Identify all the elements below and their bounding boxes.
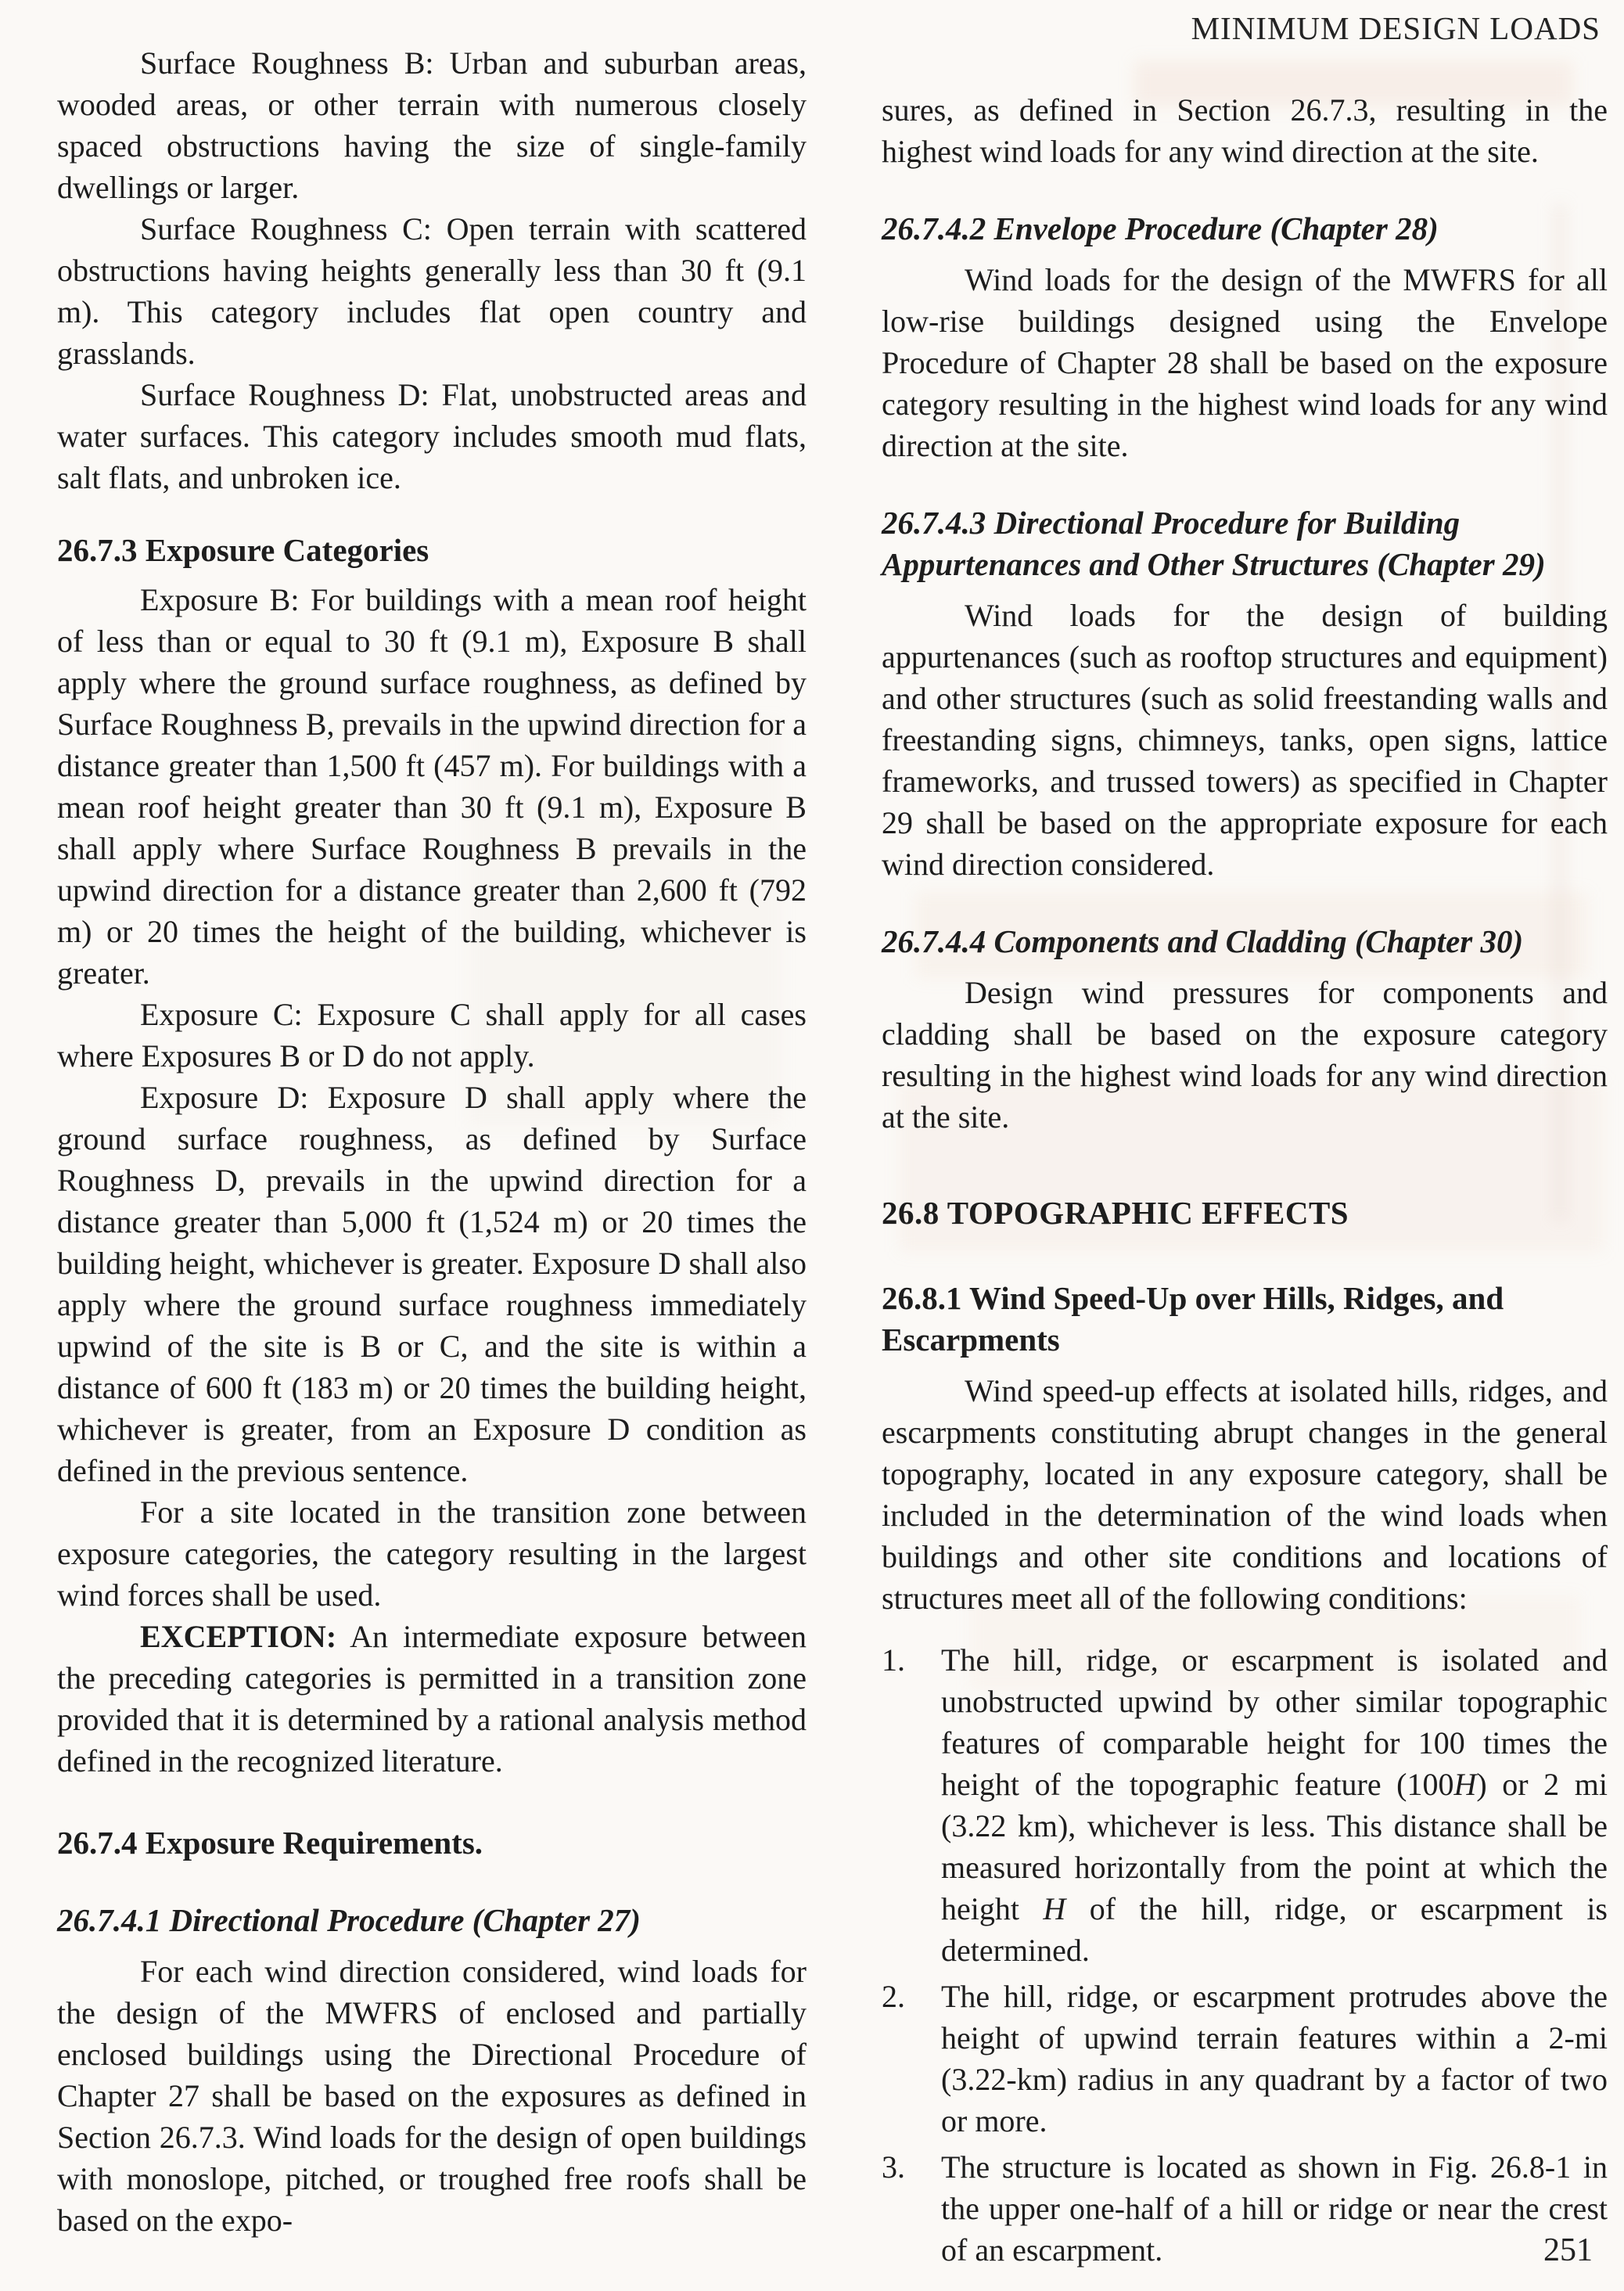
list-text-segment: The hill, ridge, or escarpment protrudes above the height of upwind terrain features within a 2-mi (3.22-km) radius in any quadrant by a factor of two or more. — [941, 1979, 1608, 2138]
paragraph-envelope-procedure: Wind loads for the design of the MWFRS for all low-rise buildings designed using the Envelope Procedure of Chapter 28 shall be based on the exposure category resulting in the highest wind loads for any wind direction at the site. — [882, 262, 1608, 463]
page-number: 251 — [1543, 2232, 1593, 2268]
paragraph-exposure-c: Exposure C: Exposure C shall apply for all cases where Exposures B or D do not apply. — [57, 997, 807, 1074]
paragraph-directional-other-structures: Wind loads for the design of building appurtenances (such as rooftop structures and equipment) and other structures (such as solid freestanding walls and freestanding signs, chimneys, tanks, open signs, lattice frameworks, and trussed towers) as specified in Chapter 29 shall be based on the appropriate exposure for each wind direction considered. — [882, 598, 1608, 882]
left-column — [57, 42, 807, 2241]
paragraph-transition-zone: For a site located in the transition zone between exposure categories, the category resulting in the largest wind forces shall be used. — [57, 1494, 807, 1613]
paragraph-exposure-b: Exposure B: For buildings with a mean roof height of less than or equal to 30 ft (9.1 m), Exposure B shall apply where the ground surface roughness, as defined by Surface Roughness B, prevails in the upwind direction for a distance greater than 1,500 ft (457 m). For buildings with a mean roof height greater than 30 ft (9.1 m), Exposure B shall apply where Surface Roughness B prevails in the upwind direction for a distance greater than 2,600 ft (792 m) or 20 times the height of the building, whichever is greater. — [57, 582, 807, 991]
paragraph-exception — [57, 1616, 807, 1782]
heading-directional-procedure: 26.7.4.1 Directional Procedure (Chapter 27) — [57, 1902, 641, 1938]
list-text-segment: The structure is located as shown in Fig. 26.8-1 in the upper one-half of a hill or ridge or near the crest of an escarpment. — [941, 2149, 1608, 2268]
list-item-3 — [882, 2146, 1608, 2271]
list-number: 2. — [882, 1979, 905, 2014]
variable-H: H — [1043, 1891, 1066, 1926]
paragraph-components-cladding: Design wind pressures for components and cladding shall be based on the exposure category resulting in the highest wind loads for any wind direction at the site. — [882, 975, 1608, 1135]
list-number: 1. — [882, 1642, 905, 1678]
heading-exposure-categories: 26.7.3 Exposure Categories — [57, 532, 429, 568]
exception-label: EXCEPTION: — [140, 1619, 337, 1654]
list-item-text — [941, 2146, 1608, 2271]
list-item-text — [941, 1976, 1608, 2142]
heading-directional-other-structures: 26.7.4.3 Directional Procedure for Building Appurtenances and Other Structures (Chapter 29) — [882, 505, 1546, 582]
heading-topographic-effects: 26.8 TOPOGRAPHIC EFFECTS — [882, 1195, 1349, 1231]
list-item-1 — [882, 1639, 1608, 1971]
list-item-text — [941, 1639, 1608, 1971]
paragraph-surface-roughness-d: Surface Roughness D: Flat, unobstructed areas and water surfaces. This category includes smooth mud flats, salt flats, and unbroken ice. — [57, 377, 807, 495]
list-text-segment: of the hill, ridge, or escarpment is determined. — [941, 1891, 1608, 1968]
paragraph-surface-roughness-b: Surface Roughness B: Urban and suburban areas, wooded areas, or other terrain with numerous closely spaced obstructions having the size of single-family dwellings or larger. — [57, 45, 807, 205]
heading-envelope-procedure: 26.7.4.2 Envelope Procedure (Chapter 28) — [882, 210, 1439, 246]
heading-exposure-requirements: 26.7.4 Exposure Requirements. — [57, 1825, 483, 1861]
list-number: 3. — [882, 2149, 905, 2185]
list-text-segment: The hill, ridge, or escarpment is isolated and unobstructed upwind by other similar topographic features of comparable height for 100 times the height of the topographic feature (100 — [941, 1642, 1608, 1802]
paragraph-wind-speed-up: Wind speed-up effects at isolated hills, ridges, and escarpments constituting abrupt changes in the general topography, located in any exposure category, shall be included in the determination of the wind loads when buildings and other site conditions and locations of structures meet all of the following conditions: — [882, 1373, 1608, 1616]
paragraph-continuation: sures, as defined in Section 26.7.3, resulting in the highest wind loads for any wind direction at the site. — [882, 92, 1608, 169]
running-header: MINIMUM DESIGN LOADS — [1191, 10, 1601, 46]
right-column — [882, 89, 1608, 2275]
list-item-2 — [882, 1976, 1608, 2142]
exception-text: An intermediate exposure between the preceding categories is permitted in a transition zone provided that it is determined by a rational analysis method defined in the recognized literature. — [57, 1619, 807, 1778]
paragraph-exposure-d: Exposure D: Exposure D shall apply where the ground surface roughness, as defined by Surface Roughness D, prevails in the upwind direction for a distance greater than 5,000 ft (1,524 m) or 20 times the building height, whichever is greater. Exposure D shall also apply where the ground surface roughness immediately upwind of the site is B or C, and the site is within a distance of 600 ft (183 m) or 20 times the building height, whichever is greater, from an Exposure D condition as defined in the previous sentence. — [57, 1080, 807, 1488]
heading-wind-speed-up: 26.8.1 Wind Speed-Up over Hills, Ridges, and Escarpments — [882, 1280, 1504, 1358]
paragraph-surface-roughness-c: Surface Roughness C: Open terrain with scattered obstructions having heights generally less than 30 ft (9.1 m). This category includes flat open country and grasslands. — [57, 211, 807, 371]
variable-H: H — [1453, 1767, 1477, 1802]
list-text-segment: ) or 2 mi (3.22 km), whichever is less. This distance shall be measured horizontally from the point at which the height — [941, 1767, 1608, 1926]
paragraph-directional-procedure: For each wind direction considered, wind loads for the design of the MWFRS of enclosed and partially enclosed buildings using the Directional Procedure of Chapter 27 shall be based on the exposures as defined in Section 26.7.3. Wind loads for the design of open buildings with monoslope, pitched, or troughed free roofs shall be based on the expo- — [57, 1954, 807, 2238]
heading-components-cladding: 26.7.4.4 Components and Cladding (Chapter 30) — [882, 923, 1524, 959]
conditions-list — [882, 1639, 1608, 2271]
